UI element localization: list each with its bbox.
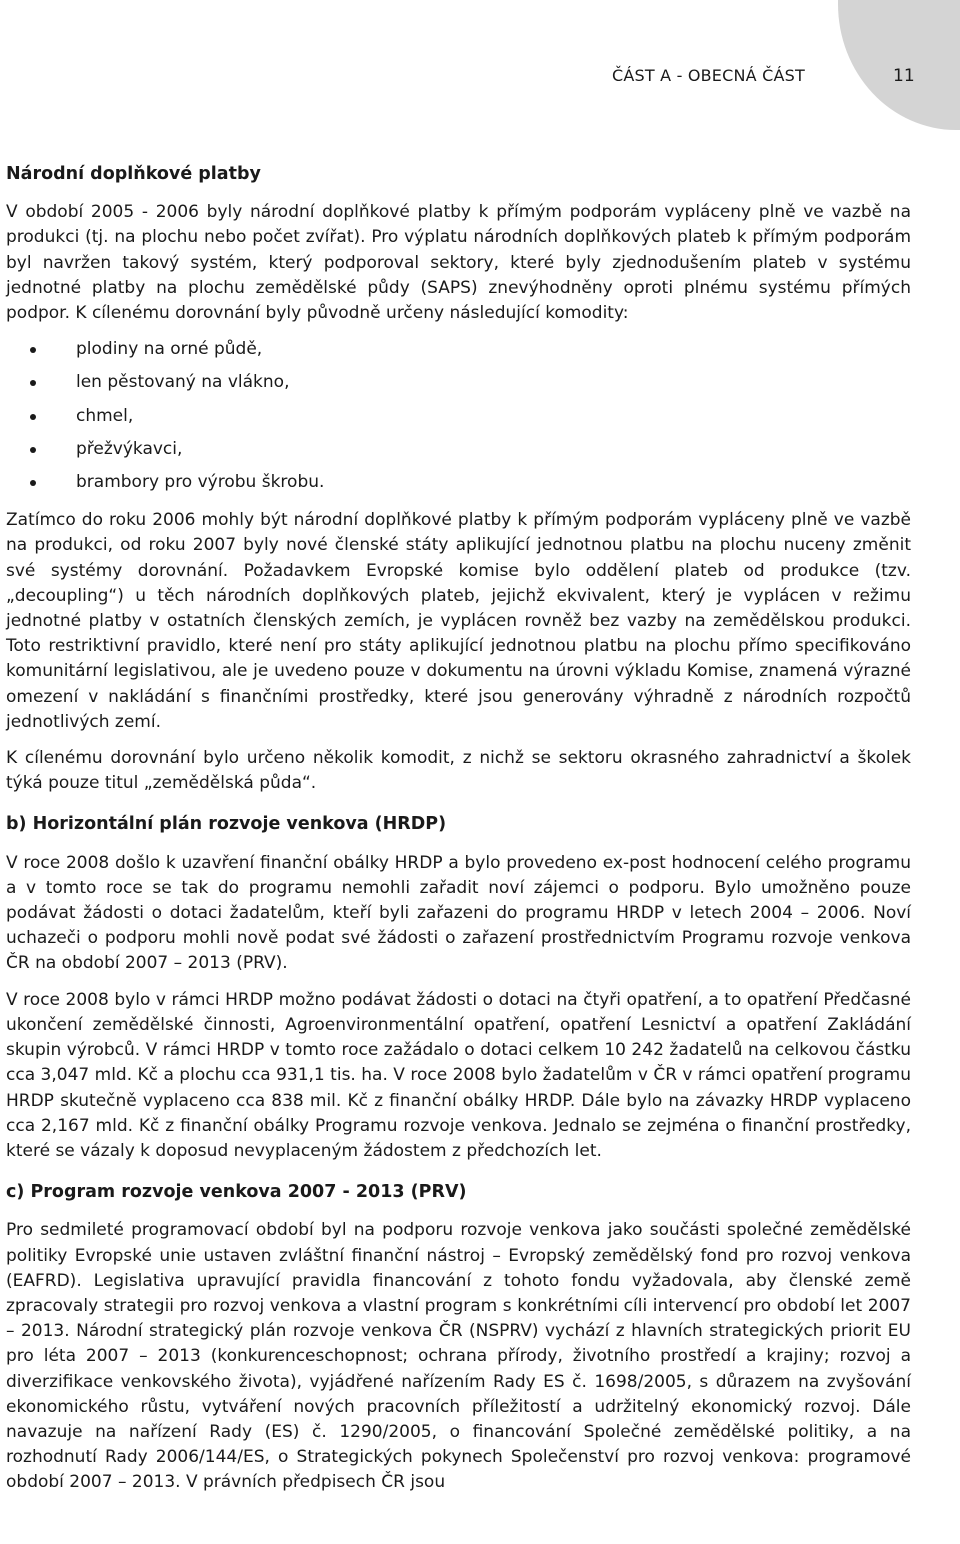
heading-prv: c) Program rozvoje venkova 2007 - 2013 (PRV) — [6, 1182, 467, 1203]
running-header: ČÁST A - OBECNÁ ČÁST — [612, 66, 805, 85]
bullet-icon — [30, 380, 36, 386]
bullet-icon — [30, 447, 36, 453]
list-item-text: brambory pro výrobu škrobu. — [76, 472, 325, 493]
paragraph-decoupling: Zatímco do roku 2006 mohly být národní doplňkové platby k přímým podporám vypláceny plně ve vazbě na produkci, od roku 2007 byly nové členské státy aplikující jednotnou platbu na plochu nuceny změnit své systémy dorovnání. Požadavkem Evropské komise bylo oddělení plateb od produkce (tzv. „decoupling“) u těch národních doplňkových plateb, jejichž ekvivalent, který je vyplácen v režimu jednotné platby v ostatních členských zemích, je vyplácen rovněž bez vazby na zemědělskou produkci. Toto restriktivní pravidlo, které není pro státy aplikující jednotnou platbu na plochu přímo specifikováno komunitární legislativou, ale je uvedeno pouze v dokumentu na úrovni výkladu Komise, znamená výrazné omezení v nakládání s finančními prostředky, které jsou generovány výhradně z národních rozpočtů jednotlivých zemí. — [6, 510, 911, 732]
page-corner-decoration — [838, 0, 960, 130]
paragraph-national-intro: V období 2005 - 2006 byly národní doplňkové platby k přímým podporám vypláceny plně ve vazbě na produkci (tj. na plochu nebo počet zvířat). Pro výplatu národních doplňkových plateb k přímým podporám byl navržen takový systém, který podporoval sektory, které byly zjednodušením plateb v systému jednotné platby na plochu zemědělské půdy (SAPS) znevýhodněny oproti plnému systému přímých podpor. K cílenému dorovnání byly původně určeny následující komodity: — [6, 202, 911, 324]
heading-hrdp: b) Horizontální plán rozvoje venkova (HRDP) — [6, 814, 447, 835]
list-item — [6, 400, 911, 433]
paragraph-commodities: K cílenému dorovnání bylo určeno několik komodit, z nichž se sektoru okrasného zahradnictví a školek týká pouze titul „zemědělská půda“. — [6, 748, 911, 794]
list-item — [6, 433, 911, 466]
commodity-list — [6, 333, 911, 499]
bullet-icon — [30, 480, 36, 486]
heading-national-payments: Národní doplňkové platby — [6, 164, 261, 184]
list-item — [6, 466, 911, 499]
list-item-text: přežvýkavci, — [76, 438, 183, 459]
list-item-text: len pěstovaný na vlákno, — [76, 372, 290, 393]
document-body — [6, 162, 911, 1507]
list-item — [6, 333, 911, 366]
list-item-text: chmel, — [76, 405, 134, 426]
bullet-icon — [30, 347, 36, 353]
page-number: 11 — [893, 66, 915, 86]
paragraph-prv-intro: Pro sedmileté programovací období byl na podporu rozvoje venkova jako součásti společné zemědělské politiky Evropské unie ustaven zvláštní finanční nástroj – Evropský zemědělský fond pro rozvoj venkova (EAFRD). Legislativa upravující pravidla financování z tohoto fondu vyžadovala, aby členské země zpracovaly strategii pro rozvoj venkova a vlastní program s konkrétními cíli intervencí pro období let 2007 – 2013. Národní strategický plán rozvoje venkova ČR (NSPRV) vychází z hlavních strategických priorit EU pro léta 2007 – 2013 (konkurenceschopnost; ochrana přírody, životního prostředí a krajiny; rozvoj a diverzifikace venkovského života), vyjádřené nařízením Rady ES č. 1698/2005, s důrazem na zvyšování ekonomického růstu, vytváření nových pracovních příležitostí a udržitelný ekonomický rozvoj. Dále navazuje na nařízení Rady (ES) č. 1290/2005, o financování Společné zemědělské politiky, a na rozhodnutí Rady 2006/144/ES, o Strategických pokynech Společenství pro rozvoj venkova: programové období 2007 – 2013. V právních předpisech ČR jsou — [6, 1220, 911, 1493]
list-item — [6, 366, 911, 399]
paragraph-hrdp-closure: V roce 2008 došlo k uzavření finanční obálky HRDP a bylo provedeno ex-post hodnocení celého programu a v tomto roce se tak do programu nemohli zařadit noví zájemci o podporu. Bylo umožněno pouze podávat žádosti o dotaci žadatelům, kteří byli zařazeni do programu HRDP v letech 2004 – 2006. Noví uchazeči o podporu mohli nově podat své žádosti o zařazení prostřednictvím Programu rozvoje venkova ČR na období 2007 – 2013 (PRV). — [6, 852, 911, 974]
paragraph-hrdp-measures: V roce 2008 bylo v rámci HRDP možno podávat žádosti o dotaci na čtyři opatření, a to opatření Předčasné ukončení zemědělské činnosti, Agroenvironmentální opatření, opatření Lesnictví a opatření Zakládání skupin výrobců. V rámci HRDP v tomto roce zažádalo o dotaci celkem 10 242 žadatelů na celkovou částku cca 3,047 mld. Kč a plochu cca 931,1 tis. ha. V roce 2008 bylo žadatelům v ČR v rámci opatření programu HRDP skutečně vyplaceno cca 838 mil. Kč z finanční obálky HRDP. Dále bylo na závazky HRDP vyplaceno cca 2,167 mld. Kč z finanční obálky Programu rozvoje venkova. Jednalo se zejména o finanční prostředky, které se vázaly k doposud nevyplaceným žádostem z předchozích let. — [6, 989, 911, 1161]
bullet-icon — [30, 414, 36, 420]
list-item-text: plodiny na orné půdě, — [76, 339, 263, 360]
